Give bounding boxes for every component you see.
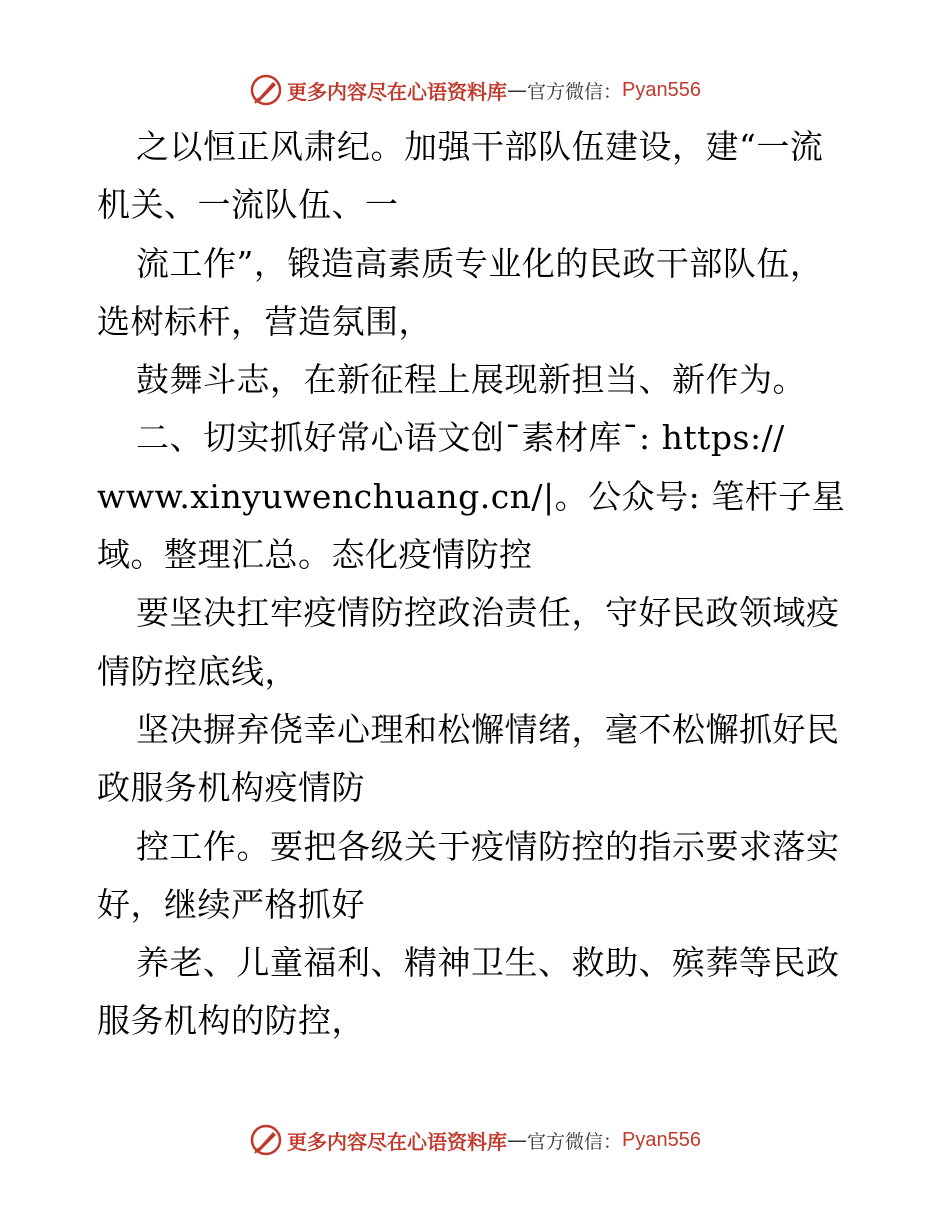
body-line: 机关、一流队伍、一 — [97, 185, 399, 225]
body-line: 坚决摒弃侥幸心理和松懈情绪，毫不松懈抓好民 — [136, 709, 840, 749]
body-line: 好，继续严格抓好 — [97, 884, 365, 924]
body-line: 选树标杆，营造氛围， — [97, 301, 432, 341]
body-line: 情防控底线， — [97, 651, 298, 691]
watermark-site-text: 更多内容尽在心语资料库 — [287, 1129, 507, 1154]
feather-pen-circle-icon — [249, 73, 283, 107]
watermark-separator: — — [507, 1128, 527, 1152]
body-line: 政服务机构疫情防 — [97, 768, 365, 808]
body-line: 要坚决扛牢疫情防控政治责任，守好民政领域疫 — [136, 593, 840, 633]
body-line: 服务机构的防控， — [97, 1001, 365, 1041]
watermark-site-text: 更多内容尽在心语资料库 — [287, 79, 507, 104]
footer-watermark — [0, 1120, 950, 1160]
body-line: 域。整理汇总。态化疫情防控 — [97, 535, 533, 575]
body-line: 鼓舞斗志，在新征程上展现新担当、新作为。 — [136, 360, 806, 400]
body-line: 之以恒正风肃纪。加强干部队伍建设，建“一流 — [136, 127, 824, 166]
document-body — [97, 118, 857, 1051]
body-line: www.xinyuwenchuang.cn/|。公众号: 笔杆子星 — [97, 476, 846, 516]
watermark-wechat-label: 官方微信： — [527, 80, 623, 103]
body-line: 二、切实抓好常心语文创¯素材库¯: https:// — [136, 418, 785, 458]
body-line: 控工作。要把各级关于疫情防控的指示要求落实 — [136, 826, 840, 866]
watermark-wechat-id: Pyan556 — [622, 78, 701, 101]
body-line: 养老、儿童福利、精神卫生、救助、殡葬等民政 — [136, 943, 840, 983]
body-line: 流工作”，锻造高素质专业化的民政干部队伍， — [136, 243, 824, 283]
header-watermark — [0, 70, 950, 110]
watermark-wechat-id: Pyan556 — [622, 1128, 701, 1151]
feather-pen-circle-icon — [249, 1123, 283, 1157]
watermark-separator: — — [507, 78, 527, 102]
watermark-wechat-label: 官方微信： — [527, 1130, 623, 1153]
